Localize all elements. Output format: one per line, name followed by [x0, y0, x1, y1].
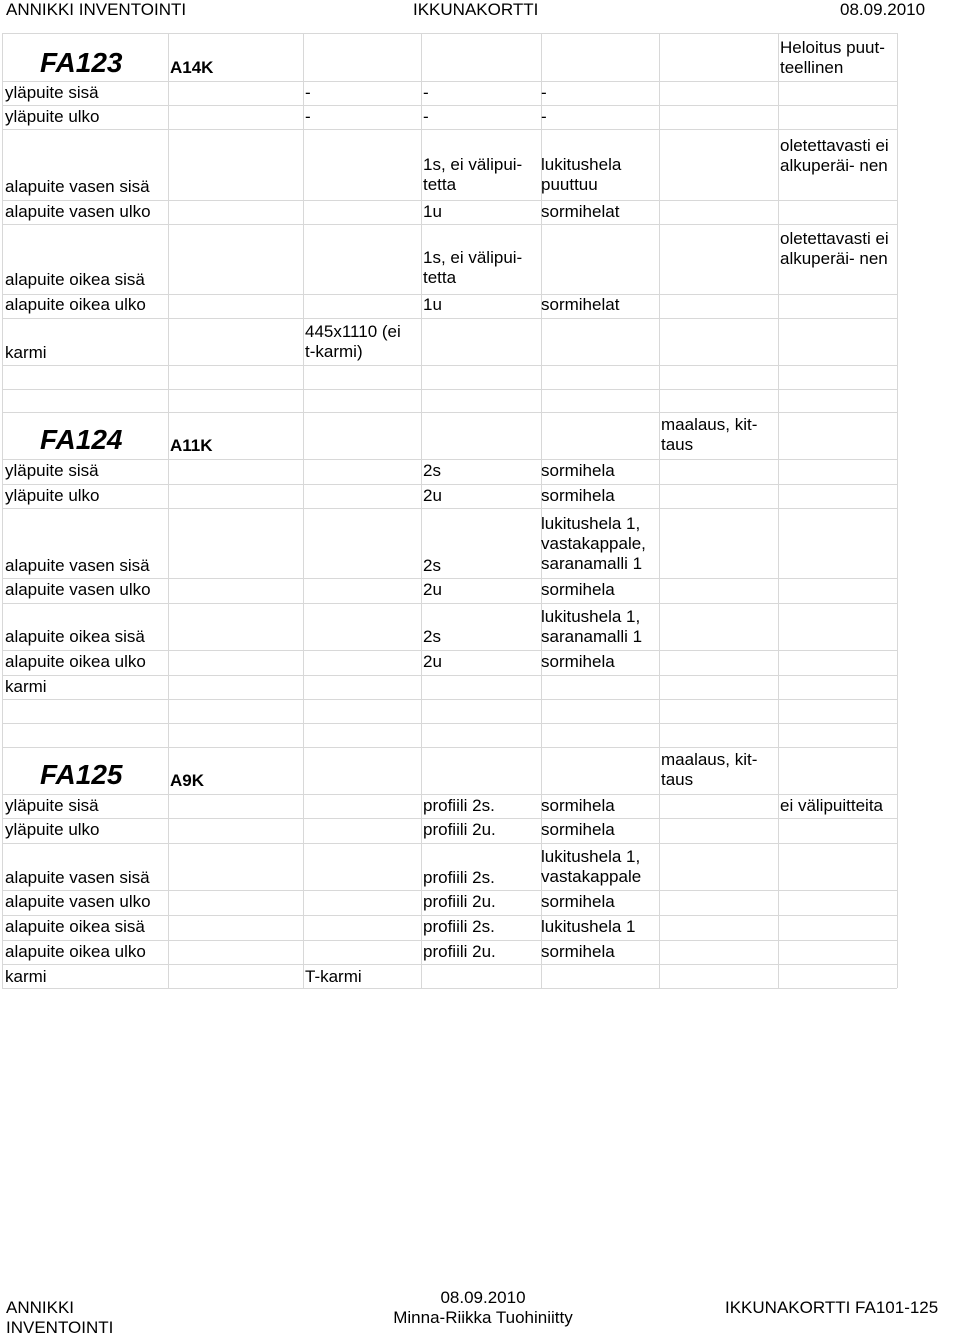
grid-row-line — [2, 389, 897, 390]
cell-c5: 2s — [423, 627, 441, 646]
cell-c4: - — [305, 107, 311, 126]
grid-row-line — [2, 747, 897, 748]
grid-row-line — [2, 818, 897, 819]
grid-row-line — [2, 81, 897, 82]
grid-row-line — [2, 650, 897, 651]
grid-row-line — [2, 105, 897, 106]
row-label: alapuite vasen sisä — [5, 868, 150, 887]
section-note-line: taus — [661, 435, 694, 454]
cell-c5: 2u — [423, 580, 442, 599]
row-label: alapuite oikea ulko — [5, 295, 146, 314]
cell-c6: sormihelat — [541, 295, 620, 314]
grid-row-line — [2, 200, 897, 201]
section-note-line: maalaus, kit- — [661, 750, 758, 769]
row-label: yläpuite sisä — [5, 83, 99, 102]
grid-row-line — [2, 940, 897, 941]
grid-row-line — [2, 675, 897, 676]
section-model: A9K — [170, 771, 205, 790]
header-center: IKKUNAKORTTI — [413, 0, 539, 19]
row-label: alapuite oikea sisä — [5, 270, 145, 289]
row-label: alapuite vasen sisä — [5, 177, 150, 196]
grid-row-line — [2, 843, 897, 844]
footer-left-line: INVENTOINTI — [6, 1318, 114, 1337]
grid-row-line — [2, 484, 897, 485]
row-label: alapuite oikea ulko — [5, 942, 146, 961]
section-model: A11K — [170, 436, 213, 455]
cell-c6: sormihela — [541, 892, 615, 911]
cell-c8: ei välipuitteita — [780, 796, 884, 815]
row-label: yläpuite sisä — [5, 461, 99, 480]
row-label: yläpuite ulko — [5, 486, 100, 505]
cell-c5: profiili 2u. — [423, 820, 496, 839]
cell-c5: profiili 2s. — [423, 917, 495, 936]
grid-row-line — [2, 988, 897, 989]
cell-c4: T-karmi — [305, 967, 362, 986]
row-label: alapuite vasen ulko — [5, 580, 151, 599]
cell-c5: 2u — [423, 652, 442, 671]
row-label: alapuite vasen sisä — [5, 556, 150, 575]
grid-column-line — [421, 33, 422, 988]
cell-c6: sormihela — [541, 580, 615, 599]
row-label: yläpuite ulko — [5, 820, 100, 839]
row-label: alapuite vasen ulko — [5, 892, 151, 911]
cell-c5: 2s — [423, 556, 441, 575]
row-label: alapuite oikea sisä — [5, 917, 145, 936]
cell-c6: lukitushela 1 — [541, 917, 636, 936]
grid-row-line — [2, 459, 897, 460]
grid-row-line — [2, 890, 897, 891]
cell-c5: 1s, ei välipui- tetta — [423, 248, 523, 287]
row-label: karmi — [5, 967, 47, 986]
row-label: yläpuite ulko — [5, 107, 100, 126]
grid-column-line — [303, 33, 304, 988]
section-code: FA123 — [40, 47, 123, 78]
grid-row-line — [2, 723, 897, 724]
grid-row-line — [2, 603, 897, 604]
cell-c6: - — [541, 83, 547, 102]
grid-row-line — [2, 129, 897, 130]
section-note-line: Heloitus puut- — [780, 38, 885, 57]
section-note-line: taus — [661, 770, 694, 789]
row-label: karmi — [5, 343, 47, 362]
cell-c6: sormihela — [541, 486, 615, 505]
cell-c6: sormihela — [541, 796, 615, 815]
header-left: ANNIKKI INVENTOINTI — [6, 0, 187, 19]
cell-c6: sormihela — [541, 942, 615, 961]
cell-c5: profiili 2s. — [423, 796, 495, 815]
cell-c5: 1s, ei välipui- tetta — [423, 155, 523, 194]
grid-row-line — [2, 412, 897, 413]
grid-row-line — [2, 318, 897, 319]
section-note-line: maalaus, kit- — [661, 415, 758, 434]
grid-column-line — [2, 33, 3, 988]
grid-column-line — [778, 33, 779, 988]
grid-row-line — [2, 224, 897, 225]
cell-c6: lukitushela 1, vastakappale — [541, 847, 642, 886]
section-model: A14K — [170, 58, 214, 77]
footer-center-line: Minna-Riikka Tuohiniitty — [393, 1308, 573, 1327]
row-label: alapuite vasen ulko — [5, 202, 151, 221]
row-label: alapuite oikea ulko — [5, 652, 146, 671]
grid-row-line — [2, 33, 897, 34]
grid-column-line — [659, 33, 660, 988]
cell-c8: oletettavasti ei alkuperäi- nen — [780, 136, 889, 175]
footer-right: IKKUNAKORTTI FA101-125 — [725, 1298, 939, 1317]
cell-c5: 2s — [423, 461, 441, 480]
grid-row-line — [2, 508, 897, 509]
cell-c5: 2u — [423, 486, 442, 505]
cell-c5: 1u — [423, 295, 442, 314]
section-note-line: teellinen — [780, 58, 844, 77]
cell-c6: sormihela — [541, 652, 615, 671]
cell-c5: - — [423, 107, 429, 126]
cell-c6: sormihela — [541, 820, 615, 839]
section-code: FA125 — [40, 759, 123, 790]
cell-c5: 1u — [423, 202, 442, 221]
grid-row-line — [2, 794, 897, 795]
section-code: FA124 — [40, 424, 123, 455]
row-label: karmi — [5, 677, 47, 696]
cell-c5: - — [423, 83, 429, 102]
cell-c6: sormihelat — [541, 202, 620, 221]
cell-c4: - — [305, 83, 311, 102]
cell-c8: oletettavasti ei alkuperäi- nen — [780, 229, 889, 268]
cell-c5: profiili 2u. — [423, 892, 496, 911]
footer-left-line: ANNIKKI — [6, 1298, 75, 1317]
cell-c6: sormihela — [541, 461, 615, 480]
cell-c6: - — [541, 107, 547, 126]
cell-c5: profiili 2u. — [423, 942, 496, 961]
grid-column-line — [897, 33, 898, 988]
grid-row-line — [2, 915, 897, 916]
cell-c4: 445x1110 (ei t-karmi) — [305, 322, 401, 361]
cell-c6: lukitushela 1, saranamalli 1 — [541, 607, 643, 646]
grid-row-line — [2, 699, 897, 700]
grid-row-line — [2, 365, 897, 366]
grid-row-line — [2, 964, 897, 965]
grid-column-line — [168, 33, 169, 988]
cell-c6: lukitushela 1, vastakappale, saranamalli 1 — [541, 514, 646, 573]
row-label: alapuite oikea sisä — [5, 627, 145, 646]
header-right: 08.09.2010 — [840, 0, 926, 19]
cell-c6: lukitushela puuttuu — [541, 155, 622, 194]
row-label: yläpuite sisä — [5, 796, 99, 815]
grid-row-line — [2, 578, 897, 579]
cell-c5: profiili 2s. — [423, 868, 495, 887]
footer-center-line: 08.09.2010 — [440, 1288, 526, 1307]
